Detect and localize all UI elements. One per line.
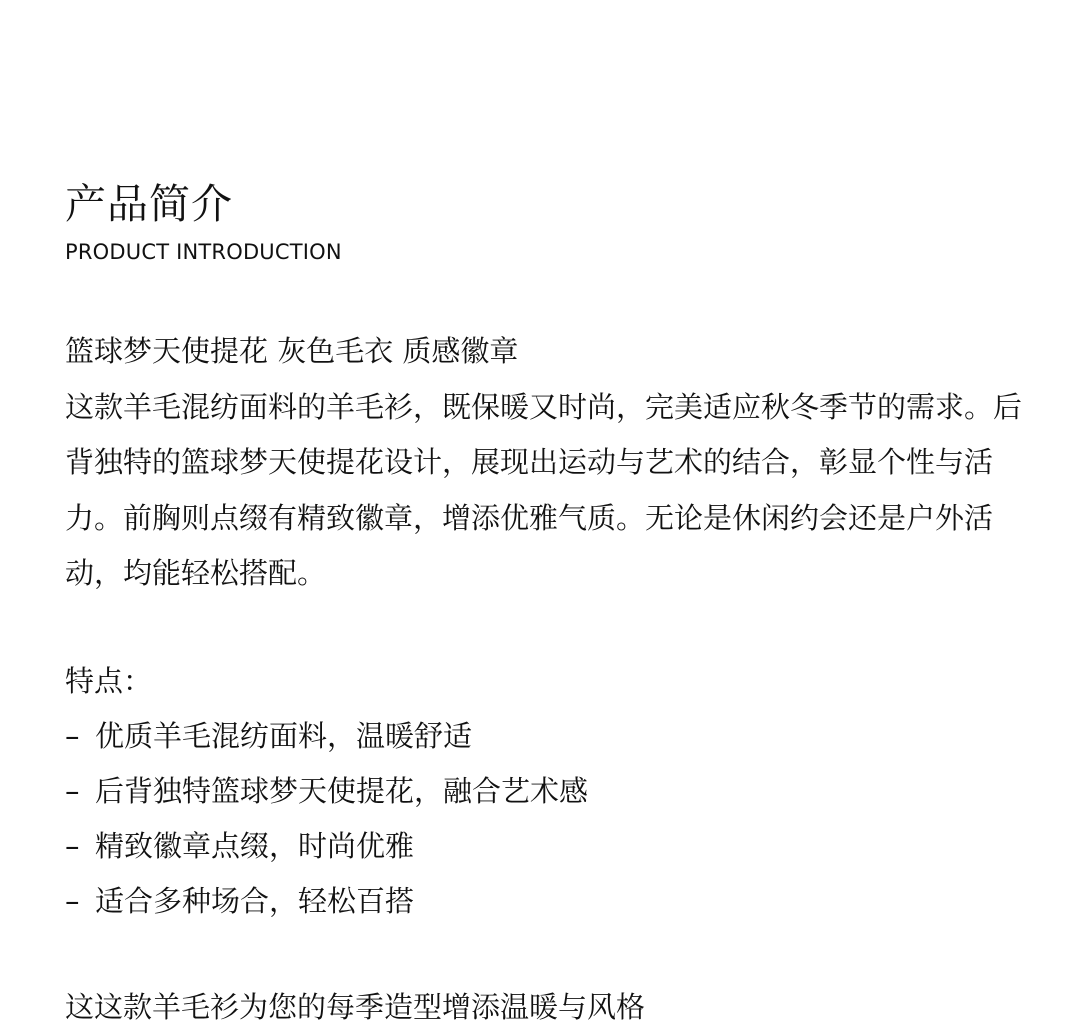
features-heading: 特点： (65, 664, 153, 698)
product-description: 这款羊毛混纺面料的羊毛衫，既保暖又时尚，完美适应秋冬季节的需求。后背独特的篮球梦天使提花设计，展现出运动与艺术的结合，彰显个性与活力。前胸则点缀有精致徽章，增添优雅气质。无论是休闲约会还是户外活动，均能轻松搭配。 (65, 389, 1023, 590)
dash-bullet: – (65, 719, 80, 753)
dash-bullet: – (65, 774, 80, 808)
dash-bullet: – (65, 829, 80, 863)
feature-text: 优质羊毛混纺面料，温暖舒适 (95, 719, 473, 753)
dash-bullet: – (65, 884, 80, 918)
feature-text: 适合多种场合，轻松百搭 (95, 884, 415, 918)
product-description-block (65, 324, 1025, 602)
features-block (65, 654, 1025, 929)
feature-text: 后背独特篮球梦天使提花，融合艺术感 (95, 774, 589, 808)
feature-item (65, 764, 1025, 819)
feature-item (65, 709, 1025, 764)
feature-text: 精致徽章点缀，时尚优雅 (95, 829, 415, 863)
feature-item (65, 874, 1025, 929)
features-list (65, 709, 1025, 929)
section-title: 产品简介 (65, 180, 233, 228)
feature-item (65, 819, 1025, 874)
section-subtitle: PRODUCT INTRODUCTION (65, 240, 342, 264)
product-name: 篮球梦天使提花 灰色毛衣 质感徽章 (65, 334, 519, 368)
cut-off-paragraph: 这这款羊毛衫为您的每季造型增添温暖与风格 (65, 990, 646, 1024)
